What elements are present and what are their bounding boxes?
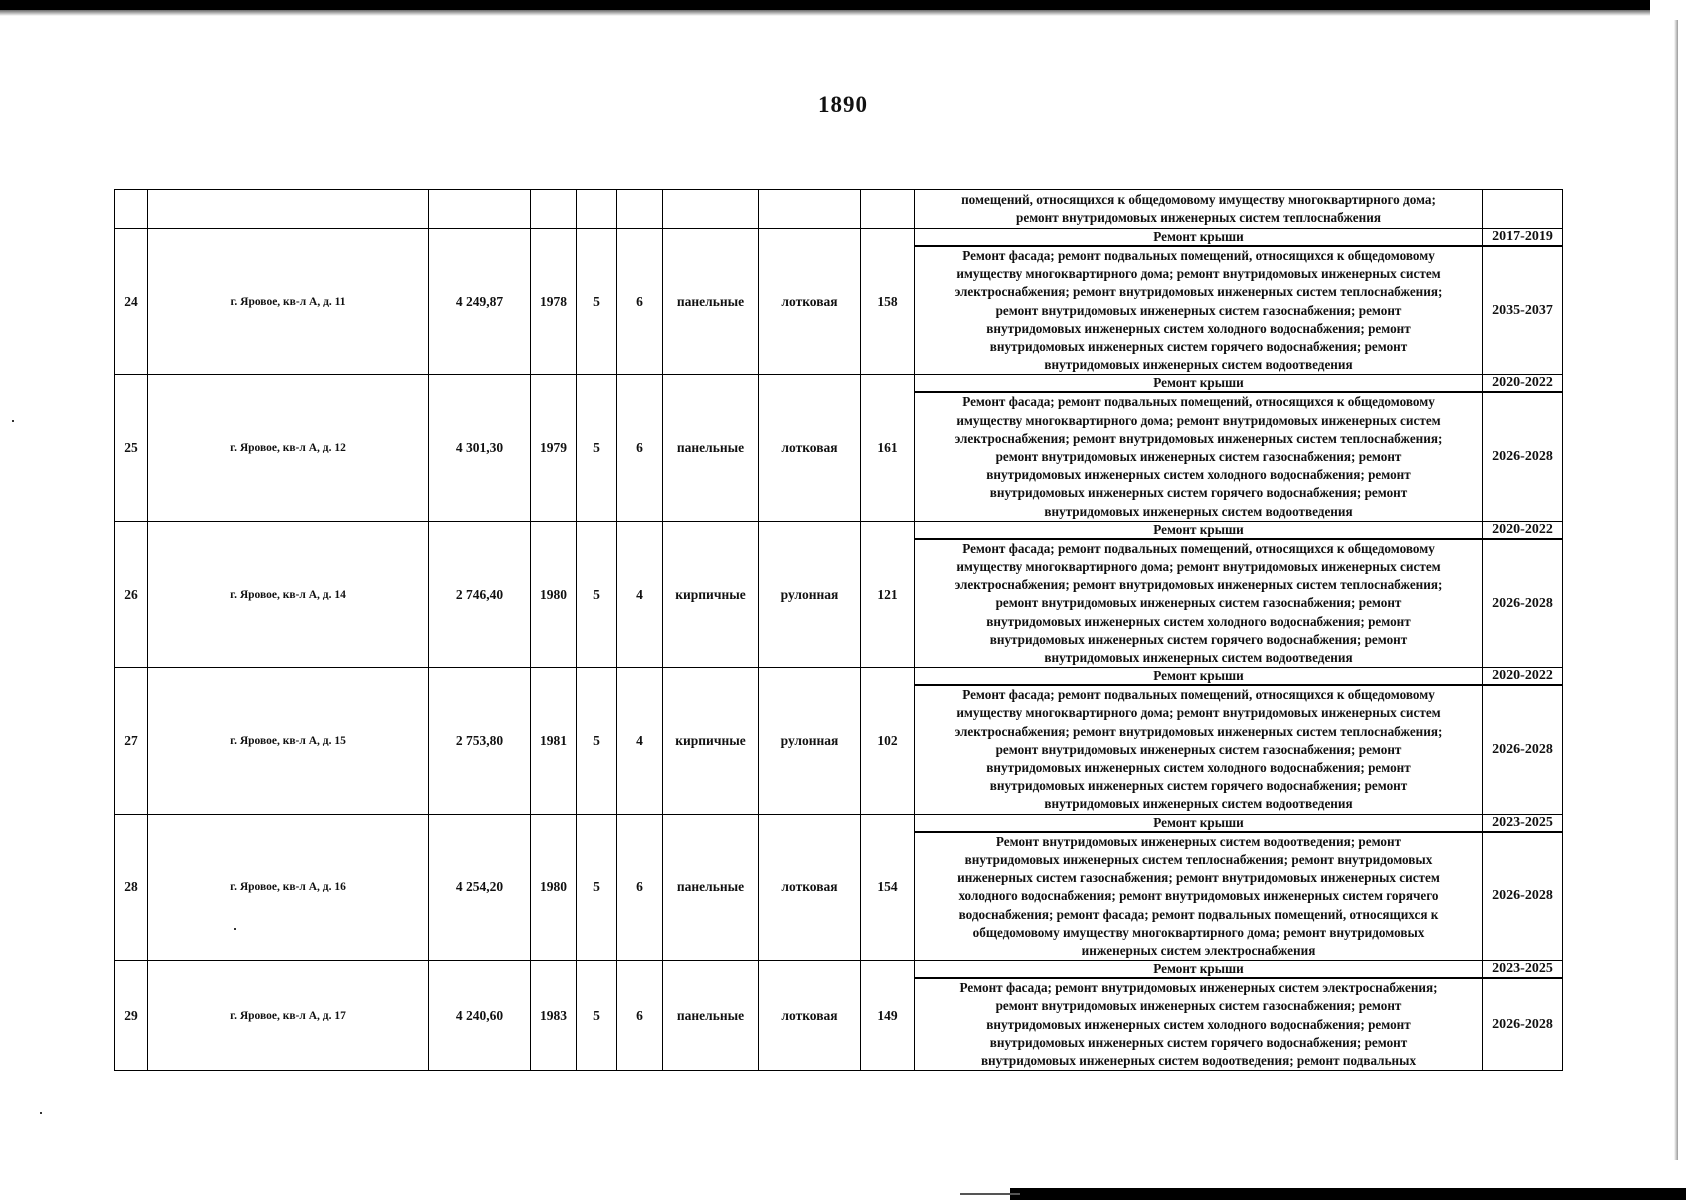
other-repair-period: 2026-2028 (1483, 539, 1563, 668)
flat-count: 158 (861, 229, 915, 375)
other-repair-work (915, 978, 1483, 1071)
build-year: 1979 (531, 375, 577, 521)
entrance-count: 6 (617, 229, 663, 375)
roof-type: рулонная (759, 668, 861, 814)
work-line: инженерных систем электроснабжения (1081, 942, 1316, 958)
work-line: внутридомовых инженерных систем холодного водоснабжения; ремонт (986, 1016, 1411, 1032)
row-number: 27 (115, 668, 148, 814)
work-line: помещений, относящихся к общедомовому имуществу многоквартирного дома; (961, 191, 1436, 207)
other-repair-work (915, 832, 1483, 961)
work-line: электроснабжения; ремонт внутридомовых инженерных систем теплоснабжения; (954, 723, 1443, 739)
empty-cell (531, 190, 577, 229)
flat-count: 161 (861, 375, 915, 521)
scan-bottom-line (960, 1193, 1020, 1195)
work-line: внутридомовых инженерных систем холодного водоснабжения; ремонт (986, 760, 1411, 776)
table-row (115, 229, 1563, 247)
build-year: 1980 (531, 814, 577, 960)
build-year: 1978 (531, 229, 577, 375)
work-line: холодного водоснабжения; ремонт внутридомовых инженерных систем горячего (958, 888, 1439, 904)
other-repair-work (915, 392, 1483, 521)
floor-count: 5 (577, 521, 617, 667)
flat-count: 154 (861, 814, 915, 960)
work-line: внутридомовых инженерных систем водоотведения (1044, 357, 1353, 373)
work-line: внутридомовых инженерных систем горячего водоснабжения; ремонт (989, 485, 1408, 501)
entrance-count: 4 (617, 668, 663, 814)
roof-repair-work: Ремонт крыши (915, 814, 1483, 832)
work-line: Ремонт фасада; ремонт подвальных помещений, относящихся к общедомовому (962, 394, 1435, 410)
work-line: Ремонт фасада; ремонт подвальных помещений, относящихся к общедомовому (962, 687, 1435, 703)
work-line: инженерных систем газоснабжения; ремонт внутридомовых инженерных систем (957, 870, 1440, 886)
empty-cell (663, 190, 759, 229)
entrance-count: 6 (617, 961, 663, 1071)
house-address: г. Яровое, кв-л А, д. 16 (148, 814, 429, 960)
work-line: внутридомовых инженерных систем холодного водоснабжения; ремонт (986, 320, 1411, 336)
table-row (115, 521, 1563, 539)
total-area: 4 301,30 (429, 375, 531, 521)
work-line: ремонт внутридомовых инженерных систем газоснабжения; ремонт (995, 998, 1402, 1014)
row-number: 25 (115, 375, 148, 521)
wall-material: панельные (663, 375, 759, 521)
empty-cell (577, 190, 617, 229)
work-line: внутридомовых инженерных систем горячего водоснабжения; ремонт (989, 339, 1408, 355)
roof-type: лотковая (759, 229, 861, 375)
total-area: 2 746,40 (429, 521, 531, 667)
total-area: 4 249,87 (429, 229, 531, 375)
wall-material: панельные (663, 814, 759, 960)
roof-type: лотковая (759, 814, 861, 960)
total-area: 4 254,20 (429, 814, 531, 960)
housing-repair-table (114, 189, 1563, 1071)
other-repair-period: 2026-2028 (1483, 978, 1563, 1071)
entrance-count: 4 (617, 521, 663, 667)
work-line: внутридомовых инженерных систем водоотведения (1044, 796, 1353, 812)
roof-repair-work: Ремонт крыши (915, 375, 1483, 393)
work-line: Ремонт фасада; ремонт подвальных помещений, относящихся к общедомовому (962, 248, 1435, 263)
scan-right-edge (1674, 20, 1678, 1160)
house-address: г. Яровое, кв-л А, д. 14 (148, 521, 429, 667)
scan-top-shadow (0, 10, 1650, 16)
scan-top-edge (0, 0, 1650, 10)
work-line: внутридомовых инженерных систем теплоснабжения; ремонт внутридомовых (964, 851, 1433, 867)
work-line: внутридомовых инженерных систем горячего водоснабжения; ремонт (989, 631, 1408, 647)
build-year: 1980 (531, 521, 577, 667)
table-row (115, 668, 1563, 686)
roof-repair-period: 2023-2025 (1483, 814, 1563, 832)
empty-cell (759, 190, 861, 229)
flat-count: 121 (861, 521, 915, 667)
row-number: 29 (115, 961, 148, 1071)
table-body (115, 190, 1563, 1071)
other-repair-work (915, 246, 1483, 375)
wall-material: панельные (663, 229, 759, 375)
table-row (115, 961, 1563, 979)
work-line: внутридомовых инженерных систем водоотведения (1044, 650, 1353, 666)
wall-material: панельные (663, 961, 759, 1071)
continuation-row (115, 190, 1563, 229)
work-line: ремонт внутридомовых инженерных систем газоснабжения; ремонт (995, 595, 1402, 611)
other-repair-period: 2026-2028 (1483, 392, 1563, 521)
work-line: внутридомовых инженерных систем горячего водоснабжения; ремонт (989, 778, 1408, 794)
total-area: 2 753,80 (429, 668, 531, 814)
roof-type: лотковая (759, 375, 861, 521)
other-repair-period: 2026-2028 (1483, 685, 1563, 814)
scan-speck (12, 420, 14, 422)
entrance-count: 6 (617, 375, 663, 521)
work-line: ремонт внутридомовых инженерных систем газоснабжения; ремонт (995, 449, 1402, 465)
floor-count: 5 (577, 229, 617, 375)
work-line: электроснабжения; ремонт внутридомовых инженерных систем теплоснабжения; (954, 430, 1443, 446)
flat-count: 102 (861, 668, 915, 814)
other-repair-work (915, 539, 1483, 668)
work-line: водоснабжения; ремонт фасада; ремонт подвальных помещений, относящихся к (958, 906, 1439, 922)
roof-repair-period: 2017-2019 (1483, 229, 1563, 247)
roof-repair-work: Ремонт крыши (915, 521, 1483, 539)
total-area: 4 240,60 (429, 961, 531, 1071)
roof-repair-period: 2020-2022 (1483, 521, 1563, 539)
work-line: внутридомовых инженерных систем водоотведения; ремонт подвальных (980, 1052, 1417, 1068)
roof-type: рулонная (759, 521, 861, 667)
work-line: внутридомовых инженерных систем водоотведения (1044, 503, 1353, 519)
roof-repair-work: Ремонт крыши (915, 229, 1483, 247)
flat-count: 149 (861, 961, 915, 1071)
row-number: 24 (115, 229, 148, 375)
wall-material: кирпичные (663, 521, 759, 667)
roof-repair-period: 2020-2022 (1483, 668, 1563, 686)
roof-repair-work: Ремонт крыши (915, 961, 1483, 979)
scan-bottom-edge (1010, 1188, 1686, 1200)
roof-repair-work: Ремонт крыши (915, 668, 1483, 686)
build-year: 1983 (531, 961, 577, 1071)
table-row (115, 814, 1563, 832)
work-line: ремонт внутридомовых инженерных систем газоснабжения; ремонт (995, 741, 1402, 757)
work-line: Ремонт фасада; ремонт подвальных помещений, относящихся к общедомовому (962, 540, 1435, 556)
work-line: внутридомовых инженерных систем холодного водоснабжения; ремонт (986, 613, 1411, 629)
table-row (115, 375, 1563, 393)
continued-work-cell (915, 190, 1483, 229)
empty-cell (1483, 190, 1563, 229)
roof-repair-period: 2020-2022 (1483, 375, 1563, 393)
floor-count: 5 (577, 668, 617, 814)
work-line: общедомовому имуществу многоквартирного дома; ремонт внутридомовых (972, 924, 1425, 940)
build-year: 1981 (531, 668, 577, 814)
work-line: внутридомовых инженерных систем холодного водоснабжения; ремонт (986, 467, 1411, 483)
work-line: электроснабжения; ремонт внутридомовых инженерных систем теплоснабжения; (954, 577, 1443, 593)
floor-count: 5 (577, 961, 617, 1071)
work-line: электроснабжения; ремонт внутридомовых инженерных систем теплоснабжения; (954, 284, 1443, 300)
empty-cell (861, 190, 915, 229)
empty-cell (429, 190, 531, 229)
entrance-count: 6 (617, 814, 663, 960)
work-line: имуществу многоквартирного дома; ремонт внутридомовых инженерных систем (956, 705, 1441, 721)
page-number: 1890 (818, 92, 868, 117)
empty-cell (148, 190, 429, 229)
work-line: внутридомовых инженерных систем горячего водоснабжения; ремонт (989, 1034, 1408, 1050)
roof-type: лотковая (759, 961, 861, 1071)
work-line: Ремонт фасада; ремонт внутридомовых инженерных систем электроснабжения; (959, 980, 1438, 996)
row-number: 28 (115, 814, 148, 960)
work-line: имуществу многоквартирного дома; ремонт внутридомовых инженерных систем (956, 412, 1441, 428)
other-repair-period: 2035-2037 (1483, 246, 1563, 375)
scan-speck (40, 1112, 42, 1114)
house-address: г. Яровое, кв-л А, д. 11 (148, 229, 429, 375)
house-address: г. Яровое, кв-л А, д. 17 (148, 961, 429, 1071)
roof-repair-period: 2023-2025 (1483, 961, 1563, 979)
wall-material: кирпичные (663, 668, 759, 814)
empty-cell (115, 190, 148, 229)
row-number: 26 (115, 521, 148, 667)
work-line: ремонт внутридомовых инженерных систем теплоснабжения (1016, 210, 1381, 225)
other-repair-work (915, 685, 1483, 814)
work-line: имуществу многоквартирного дома; ремонт внутридомовых инженерных систем (956, 559, 1441, 575)
house-address: г. Яровое, кв-л А, д. 15 (148, 668, 429, 814)
house-address: г. Яровое, кв-л А, д. 12 (148, 375, 429, 521)
floor-count: 5 (577, 375, 617, 521)
work-line: имуществу многоквартирного дома; ремонт внутридомовых инженерных систем (956, 266, 1441, 282)
work-line: Ремонт внутридомовых инженерных систем водоотведения; ремонт (995, 833, 1402, 849)
other-repair-period: 2026-2028 (1483, 832, 1563, 961)
floor-count: 5 (577, 814, 617, 960)
empty-cell (617, 190, 663, 229)
work-line: ремонт внутридомовых инженерных систем газоснабжения; ремонт (995, 302, 1402, 318)
